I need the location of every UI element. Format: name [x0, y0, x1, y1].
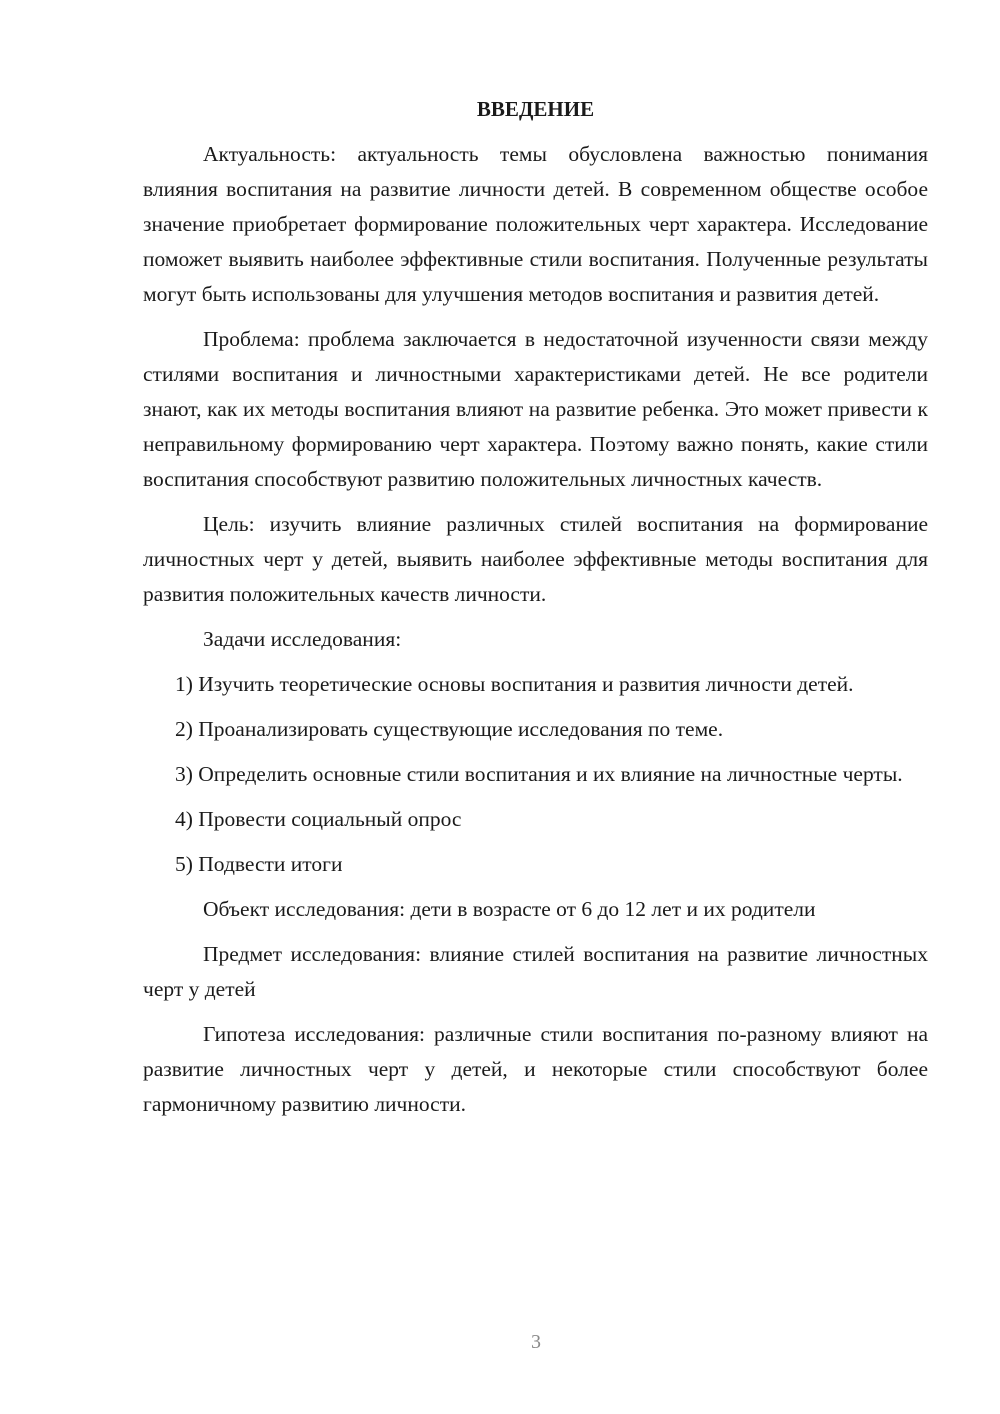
task-item-3: 3) Определить основные стили воспитания и их влияние на личностные черты.: [175, 762, 903, 786]
task-item-5: 5) Подвести итоги: [175, 852, 343, 876]
task-item-1: 1) Изучить теоретические основы воспитания и развития личности детей.: [175, 672, 854, 696]
document-page: [143, 92, 928, 1132]
goal-paragraph: Цель: изучить влияние различных стилей воспитания на формирование личностных черт у детей, выявить наиболее эффективные методы воспитания для развития положительных качеств личности.: [143, 512, 928, 606]
page-number: 3: [531, 1331, 541, 1353]
research-object-paragraph: Объект исследования: дети в возрасте от 6 до 12 лет и их родители: [203, 897, 816, 921]
hypothesis-paragraph: Гипотеза исследования: различные стили воспитания по-разному влияют на развитие личностных черт у детей, и некоторые стили способствуют более гармоничному развитию личности.: [143, 1022, 928, 1116]
relevance-paragraph: Актуальность: актуальность темы обусловлена важностью понимания влияния воспитания на развитие личности детей. В современном обществе особое значение приобретает формирование положительных черт характера. Исследование поможет выявить наиболее эффективные стили воспитания. Полученные результаты могут быть использованы для улучшения методов воспитания и развития детей.: [143, 142, 928, 306]
task-item-2: 2) Проанализировать существующие исследования по теме.: [175, 717, 724, 741]
section-heading: ВВЕДЕНИЕ: [476, 97, 595, 121]
research-subject-paragraph: Предмет исследования: влияние стилей воспитания на развитие личностных черт у детей: [143, 942, 928, 1001]
task-item-4: 4) Провести социальный опрос: [175, 807, 462, 831]
tasks-heading: Задачи исследования:: [203, 627, 402, 651]
problem-paragraph: Проблема: проблема заключается в недостаточной изученности связи между стилями воспитания и личностными характеристиками детей. Не все родители знают, как их методы воспитания влияют на развитие ребенка. Это может привести к неправильному формированию черт характера. Поэтому важно понять, какие стили воспитания способствуют развитию положительных личностных качеств.: [143, 327, 928, 491]
